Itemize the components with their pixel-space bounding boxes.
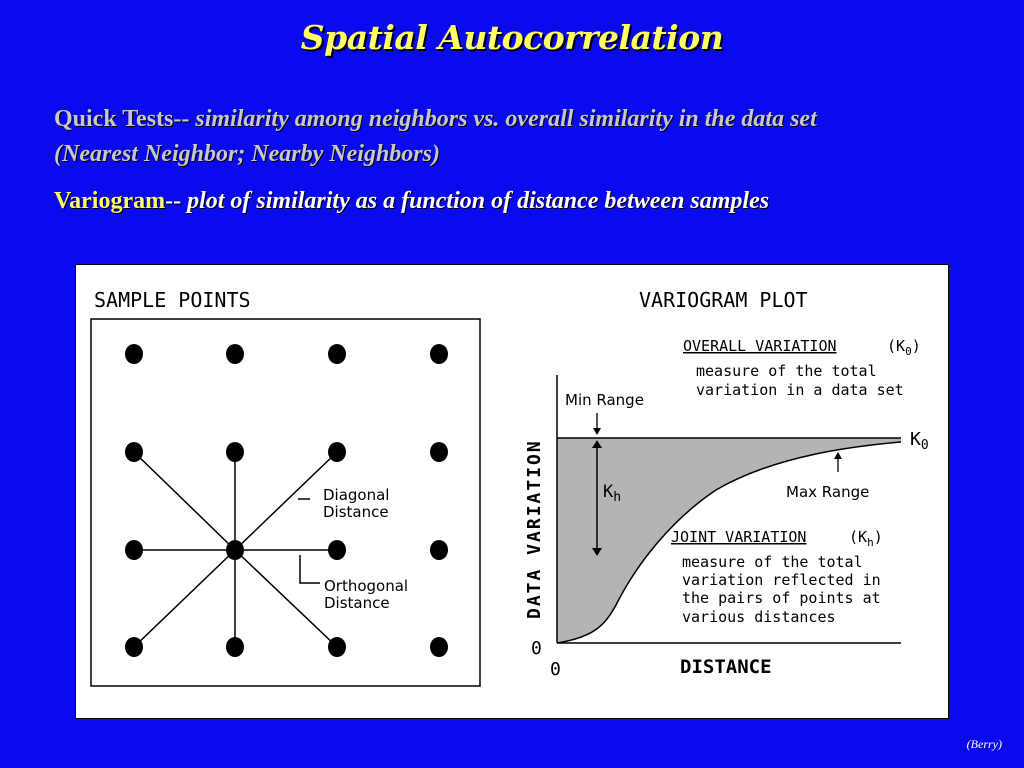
sample-point <box>328 344 346 364</box>
overall-desc-2: variation in a data set <box>696 381 904 399</box>
k0-label: $K_0$ <box>910 429 929 453</box>
diagonal-line-se <box>235 550 337 647</box>
variogram-description: plot of similarity as a function of distance between samples <box>181 188 770 214</box>
x-axis-label: DISTANCE <box>680 656 772 678</box>
x-axis-zero: 0 <box>550 659 561 680</box>
diagonal-label-1: Diagonal <box>323 486 390 504</box>
sample-point <box>328 442 346 462</box>
orthogonal-label-1: Orthogonal <box>324 577 409 595</box>
sample-points-title: SAMPLE POINTS <box>94 288 251 312</box>
figure-canvas <box>76 265 950 720</box>
slide-title: Spatial Autocorrelation <box>300 18 724 57</box>
sample-point <box>125 344 143 364</box>
joint-desc-3: the pairs of points at <box>682 589 881 607</box>
sample-point <box>430 540 448 560</box>
diagonal-line-ne <box>235 452 337 550</box>
orthogonal-callout-line <box>300 555 320 583</box>
sample-point <box>328 540 346 560</box>
variogram-figure <box>75 264 949 719</box>
joint-variation-title: JOINT VARIATION <box>671 528 807 546</box>
diagonal-line-sw <box>134 550 235 647</box>
quick-tests-description: similarity among neighbors vs. overall similarity in the data set <box>189 106 817 132</box>
sample-point <box>328 637 346 657</box>
variogram-line <box>54 188 769 215</box>
min-range-arrowhead <box>593 428 601 435</box>
sample-point <box>430 344 448 364</box>
max-range-label: Max Range <box>786 483 870 501</box>
variogram-lead: Variogram <box>54 188 166 214</box>
sample-point <box>125 540 143 560</box>
diagonal-line-nw <box>134 452 235 550</box>
min-range-label: Min Range <box>565 391 644 409</box>
overall-variation-symbol: $(K_0)$ <box>887 337 921 358</box>
joint-desc-4: various distances <box>682 608 836 626</box>
quick-tests-line <box>54 106 817 133</box>
center-sample-point <box>226 540 244 560</box>
joint-desc-1: measure of the total <box>682 553 863 571</box>
y-axis-label: DATA VARIATION <box>524 439 545 619</box>
sample-point <box>125 442 143 462</box>
max-range-arrowhead <box>834 452 842 459</box>
y-axis-zero: 0 <box>531 638 542 659</box>
kh-label: $K_h$ <box>603 482 622 505</box>
diagonal-label-2: Distance <box>323 503 389 521</box>
sample-point <box>430 637 448 657</box>
sample-point <box>430 442 448 462</box>
sample-point <box>226 344 244 364</box>
sample-point <box>226 637 244 657</box>
sample-point <box>226 442 244 462</box>
sample-point <box>125 637 143 657</box>
quick-tests-subline: (Nearest Neighbor; Nearby Neighbors) <box>54 141 440 167</box>
credit-text: (Berry) <box>966 737 1002 751</box>
overall-variation-title: OVERALL VARIATION <box>683 337 837 355</box>
joint-desc-2: variation reflected in <box>682 571 881 589</box>
quick-tests-lead: Quick Tests-- <box>54 106 190 132</box>
overall-desc-1: measure of the total <box>696 362 877 380</box>
joint-variation-symbol: $(K_h)$ <box>849 528 883 549</box>
orthogonal-label-2: Distance <box>324 594 390 612</box>
variogram-dashes: -- <box>165 188 182 214</box>
variogram-plot-title: VARIOGRAM PLOT <box>639 288 808 312</box>
